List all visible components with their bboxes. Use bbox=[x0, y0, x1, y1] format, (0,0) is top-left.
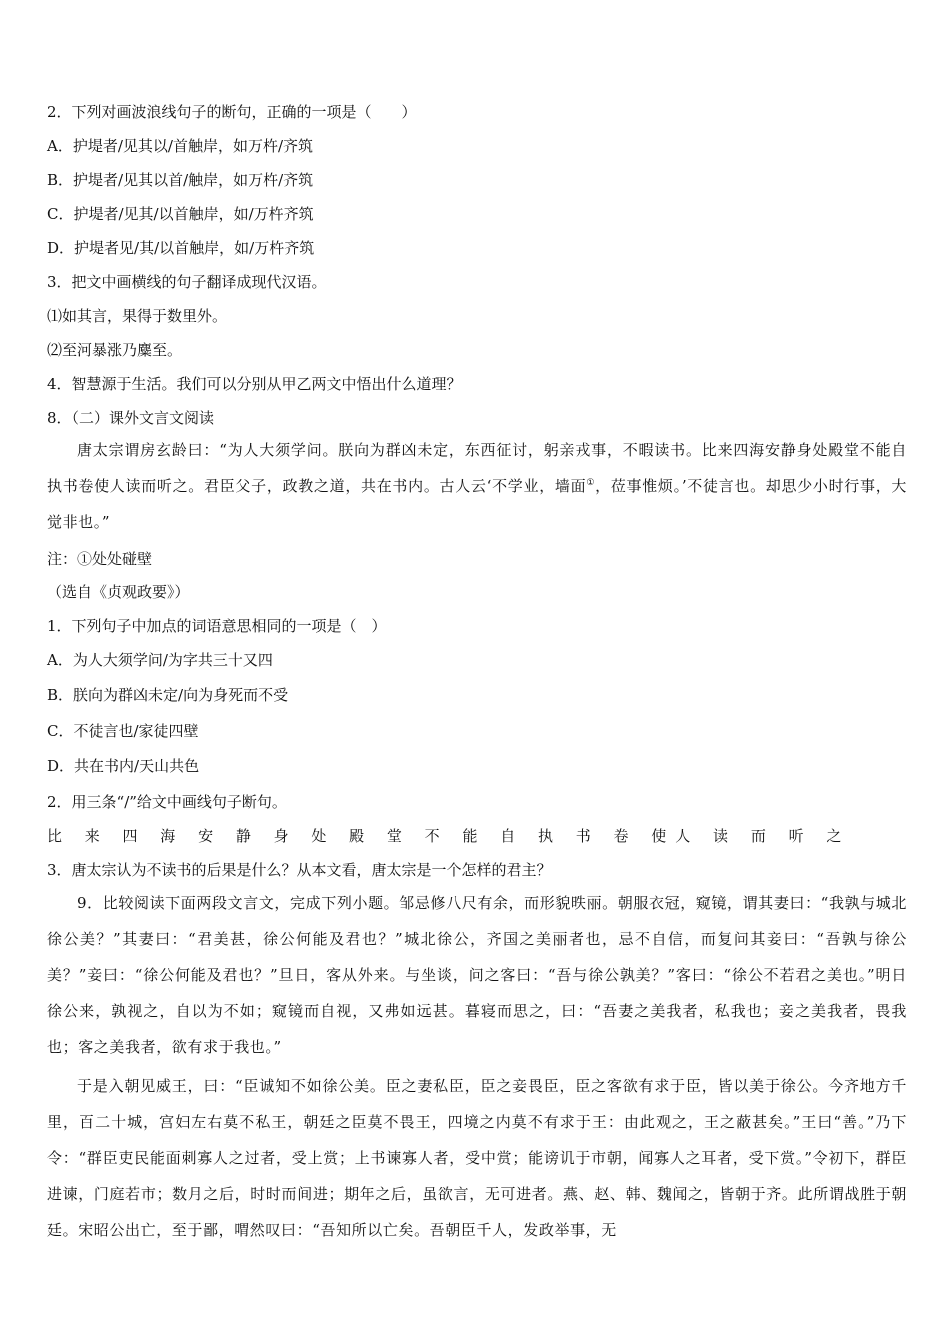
question-2-option-a: A．护堤者/见其以/首触岸，如万杵/齐筑 bbox=[47, 137, 313, 155]
question-4-title: 4．智慧源于生活。我们可以分别从甲乙两文中悟出什么道理？ bbox=[47, 375, 462, 393]
question-9-paragraph-1: 9．比较阅读下面两段文言文，完成下列小题。邹忌修八尺有余，而形貌昳丽。朝服衣冠，窥镜，谓其妻曰：“我孰与城北徐公美？”其妻曰：“君美甚，徐公何能及君也？”城北徐公，齐国之美丽者也，忌不自信，而复问其妾曰：“吾孰与徐公美？”妾曰：“徐公何能及君也？”旦日，客从外来。与坐谈，问之客曰：“吾与徐公孰美？”客曰：“徐公不若君之美也。”明日徐公来，孰视之，自以为不如；窥镜而自视，又弗如远甚。暮寝而思之，曰：“吾妻之美我者，私我也；妾之美我者，畏我也；客之美我者，欲有求于我也。” bbox=[47, 894, 907, 1056]
section-8-question-3-title: 3．唐太宗认为不读书的后果是什么？从本文看，唐太宗是一个怎样的君主？ bbox=[47, 861, 552, 879]
question-2-option-b: B．护堤者/见其以首/触岸，如万杵/齐筑 bbox=[47, 171, 314, 189]
question-3-title: 3．把文中画横线的句子翻译成现代汉语。 bbox=[47, 273, 327, 291]
section-8-question-1-title: 1．下列句子中加点的词语意思相同的一项是（ ） bbox=[47, 617, 387, 635]
section-8-question-2-sentence: 比 来 四 海 安 静 身 处 殿 堂 不 能 自 执 书 卷 使人 读 而 听 之 bbox=[47, 827, 851, 845]
question-2-option-c: C．护堤者/见其/以首触岸，如/万杵齐筑 bbox=[47, 205, 314, 223]
question-2-title: 2．下列对画波浪线句子的断句，正确的一项是（ ） bbox=[47, 103, 417, 121]
footnote-marker: ① bbox=[586, 478, 596, 488]
passage-8-text-a: 唐太宗谓房玄龄曰：“为人大须学问。朕向为群凶未定，东西征讨，躬亲戎事，不暇读书。比来四海安静身处殿堂不能自执书卷使人读而听之。君臣父子，政教之道，共在书内。古人云‘不学业，墙面 bbox=[47, 441, 907, 495]
section-8-title: 8．（二）课外文言文阅读 bbox=[47, 409, 215, 427]
source-citation: （选自《贞观政要》） bbox=[47, 583, 190, 601]
section-8-question-1-option-c: C．不徒言也/家徒四壁 bbox=[47, 722, 199, 740]
question-3-item-1: ⑴如其言，果得于数里外。 bbox=[47, 307, 228, 325]
footnote: 注：①处处碰壁 bbox=[47, 550, 153, 568]
section-8-question-2-title: 2．用三条“/”给文中画线句子断句。 bbox=[47, 793, 287, 811]
question-2-option-d: D．护堤者见/其/以首触岸，如/万杵齐筑 bbox=[47, 239, 315, 257]
question-3-item-2: ⑵至河暴涨乃麋至。 bbox=[47, 341, 183, 359]
section-8-question-1-option-a: A．为人大须学问/为字共三十又四 bbox=[47, 651, 273, 669]
section-8-question-1-option-b: B．朕向为群凶未定/向为身死而不受 bbox=[47, 686, 289, 704]
question-9-paragraph-2: 于是入朝见威王，曰：“臣诚知不如徐公美。臣之妻私臣，臣之妾畏臣，臣之客欲有求于臣，皆以美于徐公。今齐地方千里，百二十城，宫妇左右莫不私王，朝廷之臣莫不畏王，四境之内莫不有求于王：由此观之，王之蔽甚矣。”王曰“善。”乃下令：“群臣吏民能面刺寡人之过者，受上赏；上书谏寡人者，受中赏；能谤讥于市朝，闻寡人之耳者，受下赏。”令初下，群臣进谏，门庭若市；数月之后，时时而间进；期年之后，虽欲言，无可进者。燕、赵、韩、魏闻之，皆朝于齐。此所谓战胜于朝廷。宋昭公出亡，至于鄙，喟然叹曰：“吾知所以亡矣。吾朝臣千人，发政举事，无 bbox=[47, 1077, 907, 1239]
section-8-question-1-option-d: D．共在书内/天山共色 bbox=[47, 757, 200, 775]
passage-8 bbox=[47, 432, 907, 540]
passage-8-text-b: ，莅事惟烦。’不徒言也。却思少小时行事，大觉非也。” bbox=[47, 477, 908, 531]
